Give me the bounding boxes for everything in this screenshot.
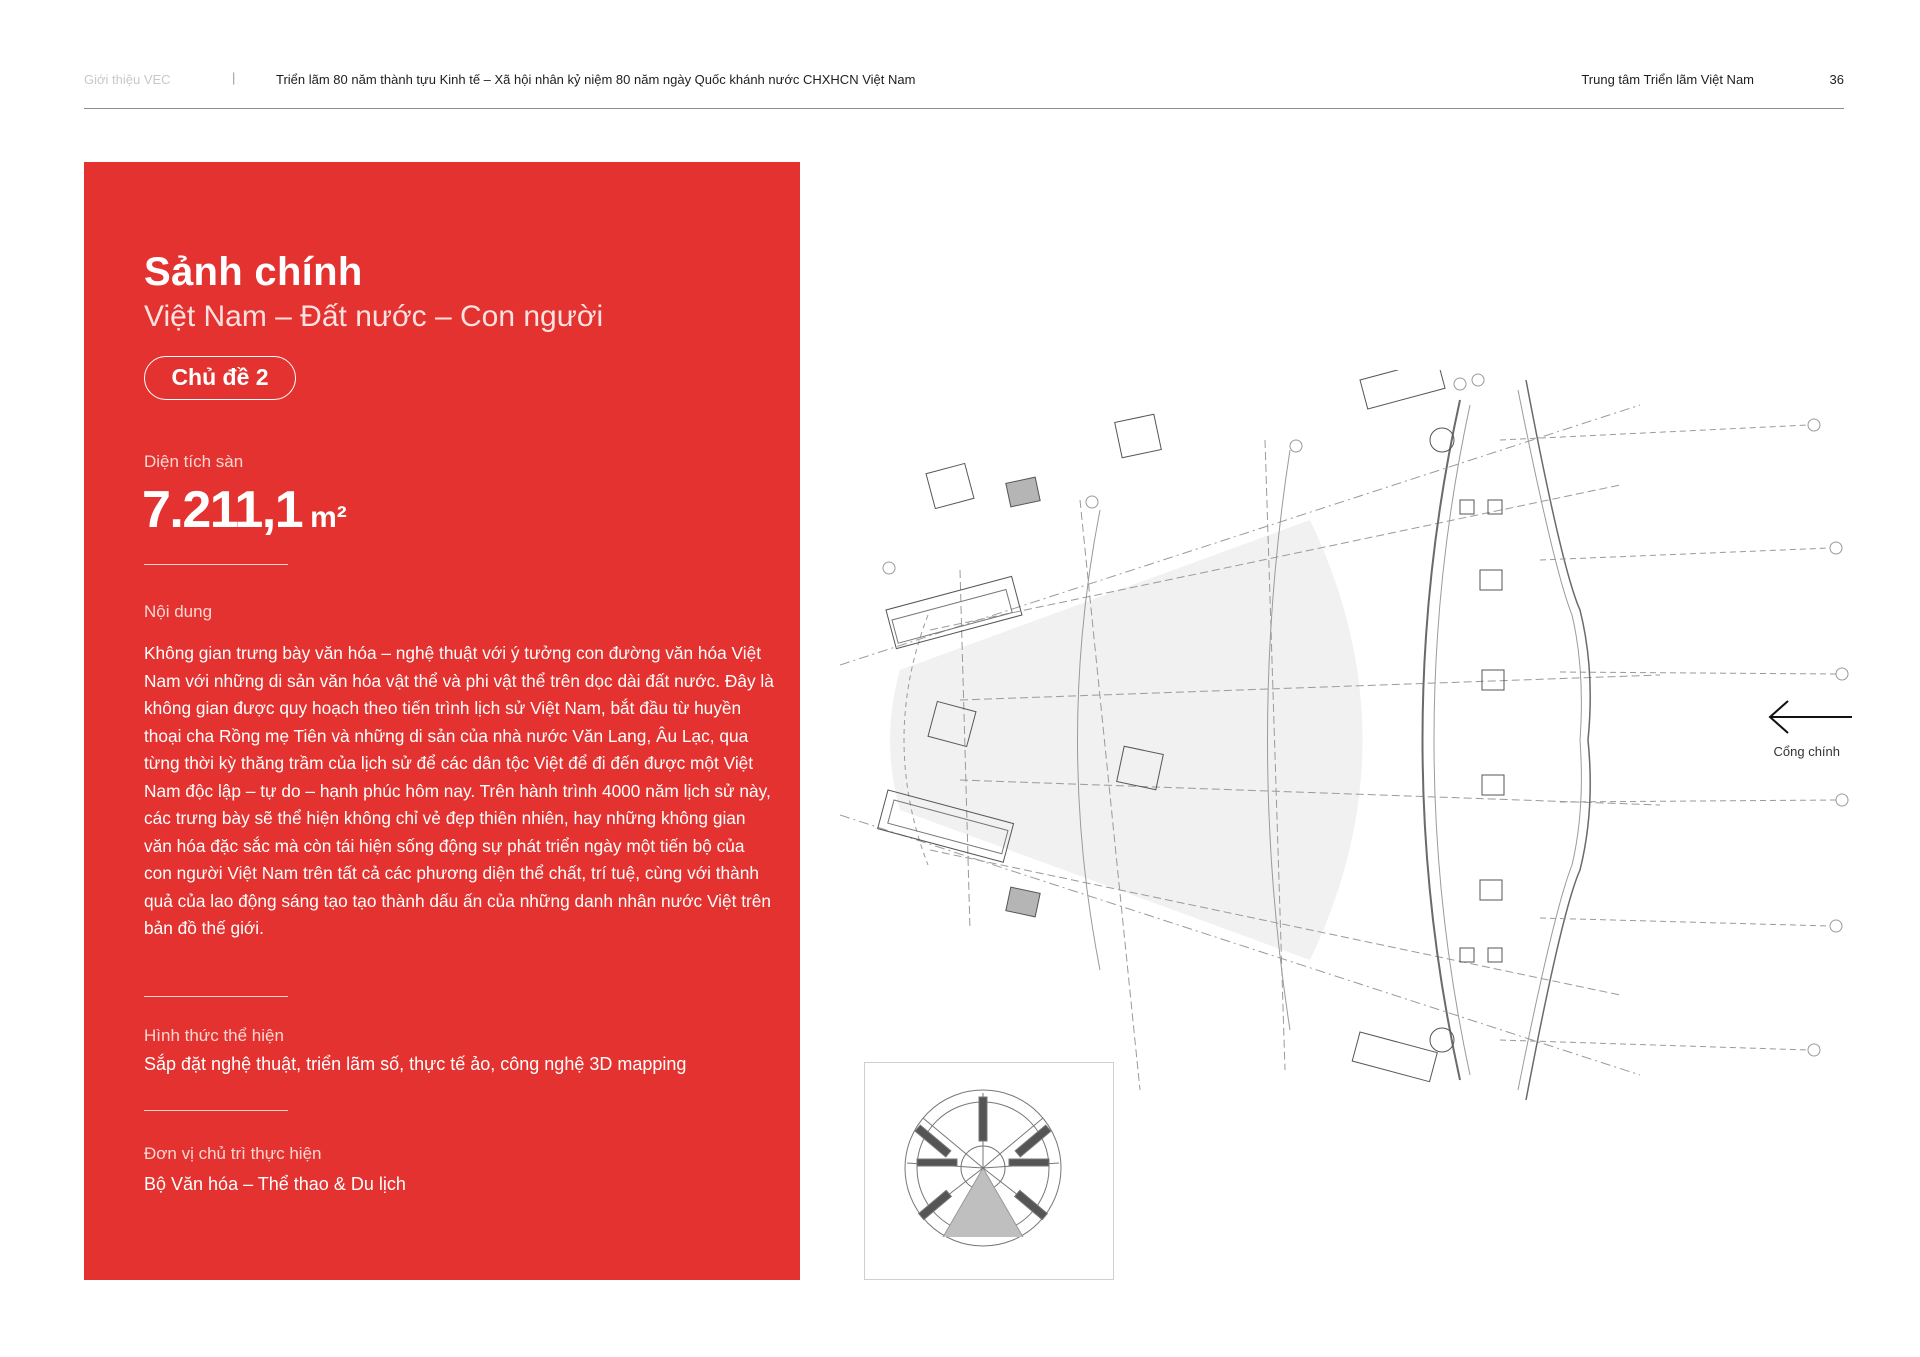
key-plan-thumbnail: [864, 1062, 1114, 1280]
header-organization: Trung tâm Triển lãm Việt Nam: [1581, 72, 1754, 87]
entrance-label: Cổng chính: [1773, 744, 1840, 759]
content-label: Nội dung: [144, 602, 213, 621]
header-divider: [84, 108, 1844, 109]
hall-title: Sảnh chính: [144, 250, 363, 294]
entrance-arrow-icon: [1770, 701, 1852, 733]
hall-subtitle: Việt Nam – Đất nước – Con người: [144, 300, 604, 333]
theme-badge: Chủ đề 2: [144, 356, 296, 400]
host-label: Đơn vị chủ trì thực hiện: [144, 1144, 322, 1163]
content-text: Không gian trưng bày văn hóa – nghệ thuật với ý tưởng con đường văn hóa Việt Nam với những di sản văn hóa vật thể và phi vật thể trên dọc dài đất nước. Đây là không gian được quy hoạch theo tiến trình lịch sử Việt Nam, bắt đầu từ huyền thoại cha Rồng mẹ Tiên và những di sản của nhà nước Văn Lang, Âu Lạc, qua từng thời kỳ thăng trầm của lịch sử để các dân tộc Việt để đi đến được một Việt Nam độc lập – tự do – hạnh phúc hôm nay. Trên hành trình 4000 năm lịch sử này, các trưng bày sẽ thể hiện không chỉ vẻ đẹp thiên nhiên, hay những không gian văn hóa đặc sắc mà còn tái hiện sống động sự phát triển ngày một tiến bộ của con người Việt Nam trên tất cả các phương diện thể chất, trí tuệ, cùng với thành quả của lao động sáng tạo tạo thành dấu ấn của những danh nhân nước Việt trên bản đồ thế giới.: [144, 643, 774, 938]
area-value: 7.211,1: [142, 481, 303, 539]
header-section-label[interactable]: Giới thiệu VEC: [84, 72, 171, 87]
divider: [144, 996, 288, 997]
divider: [144, 1110, 288, 1111]
area-value-block: [142, 480, 347, 540]
page-number: 36: [1829, 72, 1844, 87]
floor-plan-drawing: [840, 370, 1860, 1110]
header-title: Triển lãm 80 năm thành tựu Kinh tế – Xã hội nhân kỷ niệm 80 năm ngày Quốc khánh nước CHXHCN Việt Nam: [276, 72, 916, 87]
host-value: Bộ Văn hóa – Thể thao & Du lịch: [144, 1174, 406, 1194]
header-separator: |: [232, 70, 236, 85]
key-plan-drawing: [865, 1063, 1115, 1281]
info-panel: [84, 162, 800, 1280]
page-header: [84, 68, 1844, 92]
divider: [144, 564, 288, 565]
format-label: Hình thức thể hiện: [144, 1026, 284, 1045]
format-value: Sắp đặt nghệ thuật, triển lãm số, thực tế ảo, công nghệ 3D mapping: [144, 1054, 687, 1074]
area-unit: m²: [310, 501, 347, 534]
area-label: Diện tích sàn: [144, 452, 244, 471]
